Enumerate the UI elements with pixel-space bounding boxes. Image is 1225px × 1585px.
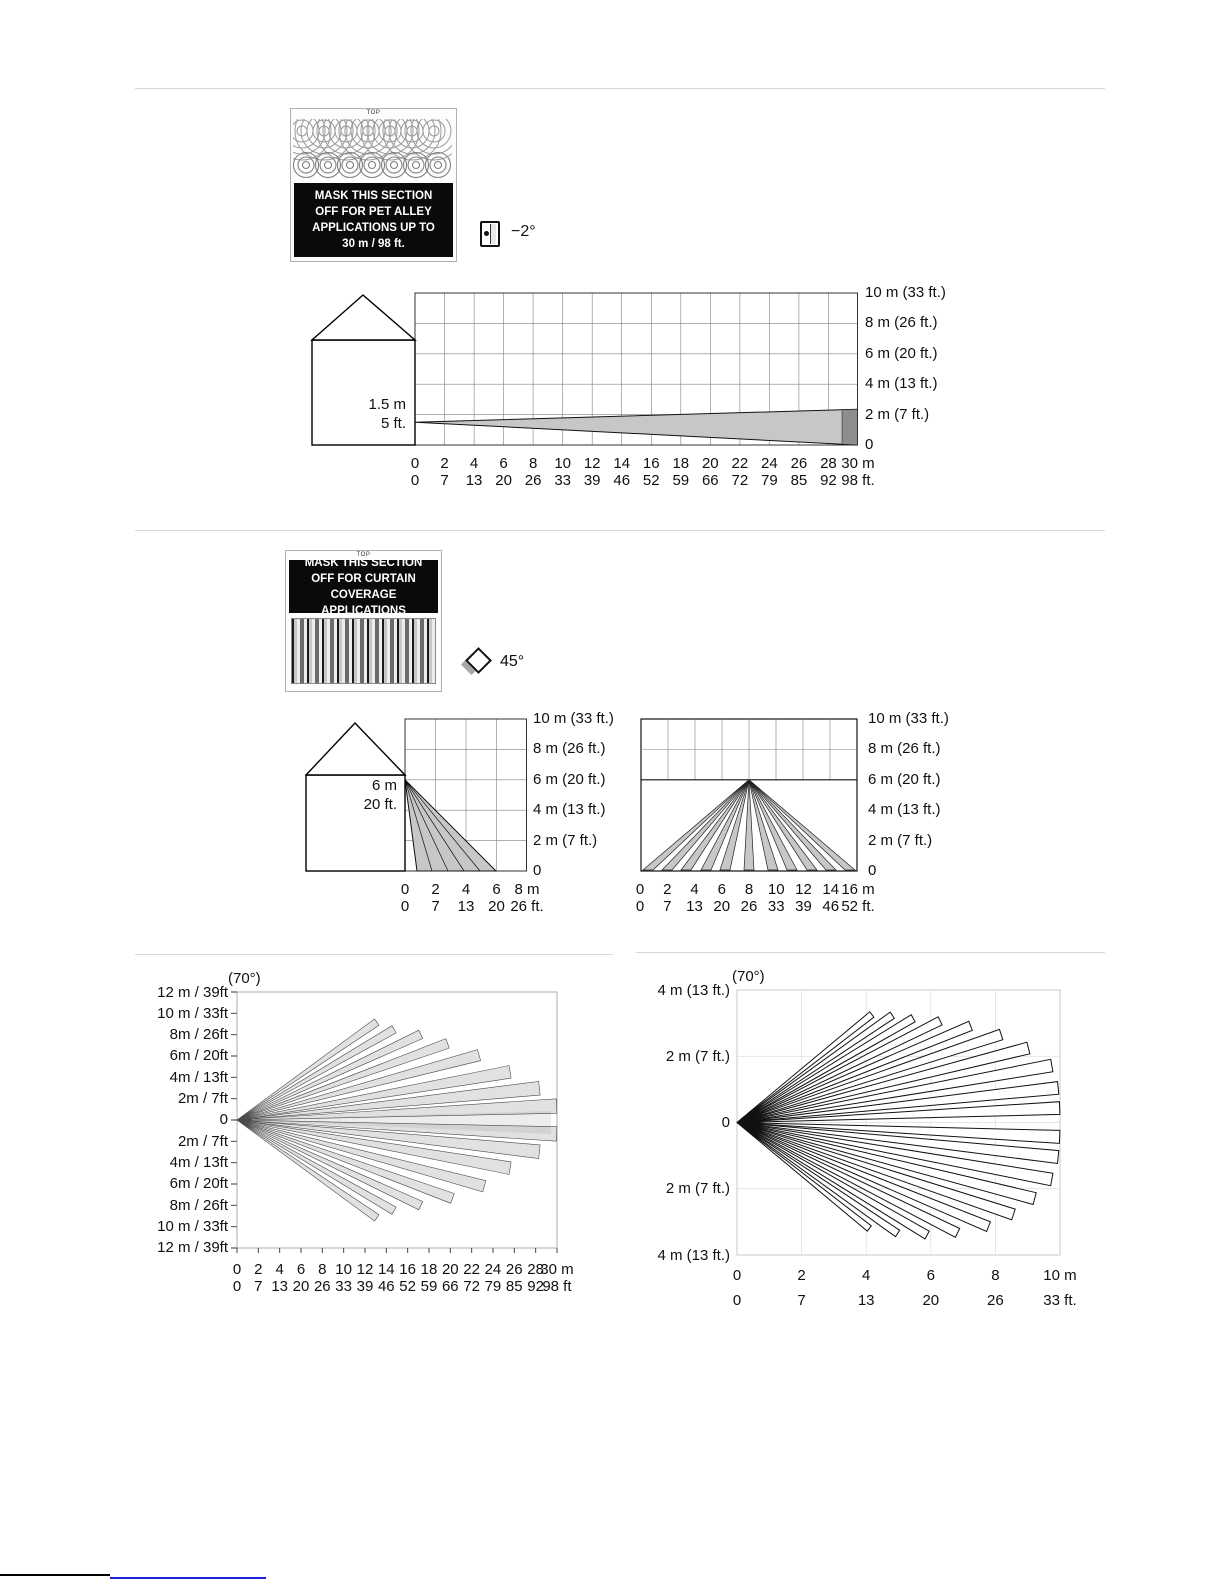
x-axis-meters: 0 2 4 6 8 m <box>400 881 540 898</box>
curtain-stripe-pattern <box>291 618 436 684</box>
wide-angle-side-view-diagram <box>640 960 1160 1325</box>
fan-angle-title: (70°) <box>732 968 765 985</box>
curtain-top-svg <box>640 718 858 874</box>
sensor-dot <box>484 231 489 236</box>
section-divider <box>135 88 1105 89</box>
y-axis-labels: 12 m / 39ft 10 m / 33ft 8m / 26ft 6m / 20ft 4m / 13ft 2m / 7ft 0 2m / 7ft 4m / 13ft 6m / 20ft 8m / 26ft 10 m / 33ft 12 m / 39ft <box>157 983 228 1257</box>
x-axis-meters: 0 2 4 6 8 10 12 14 16 18 20 22 24 26 28 30 m <box>410 455 875 472</box>
mount-height-m: 6 m <box>371 777 397 794</box>
curtain-beam <box>405 780 496 871</box>
x-axis-feet: 0 7 13 20 26 33 ft. <box>732 1292 1077 1309</box>
x-axis-feet: 0 7 13 20 26 33 39 46 52 ft. <box>635 898 875 915</box>
x-axis-feet: 0 7 13 20 26 33 39 46 52 59 66 72 79 85 92 98 ft. <box>410 472 875 489</box>
mask-line: 30 m / 98 ft. <box>342 238 405 250</box>
wide-angle-top-view-diagram <box>150 965 630 1310</box>
curtain-side-view-diagram <box>305 709 635 918</box>
page-footer-mark <box>0 1574 110 1576</box>
y-tick-marks <box>231 992 237 1248</box>
section-divider <box>135 954 613 955</box>
mount-height-label <box>335 776 397 814</box>
x-axis-meters: 0 2 4 6 8 10 12 14 16 18 20 22 24 26 28 30 m <box>232 1261 574 1278</box>
mask-box-pet-alley <box>290 108 457 262</box>
mask-line: OFF FOR CURTAIN <box>311 572 416 585</box>
lens-pattern <box>293 119 452 181</box>
y-axis-labels: 10 m (33 ft.) 8 m (26 ft.) 6 m (20 ft.) 4 m (13 ft.) 2 m (7 ft.) 0 <box>868 709 949 880</box>
mask-line: COVERAGE APPLICATIONS <box>321 588 406 617</box>
wall-sensor-tilt-icon <box>480 221 500 247</box>
mask-instruction-text <box>289 556 438 617</box>
mount-height-label <box>310 395 406 433</box>
mount-height-ft: 20 ft. <box>363 796 397 813</box>
footer-link-underline[interactable] <box>110 1577 266 1579</box>
top-marker-label: TOP <box>356 552 371 558</box>
x-tick-marks <box>237 1248 557 1253</box>
tilt-angle-label: −2° <box>511 223 536 240</box>
top-marker-label: TOP <box>366 110 381 116</box>
sensor-flap <box>490 224 496 244</box>
y-axis-labels: 4 m (13 ft.) 2 m (7 ft.) 0 2 m (7 ft.) 4 m (13 ft.) <box>657 981 730 1264</box>
mount-height-m: 1.5 m <box>368 396 406 413</box>
x-axis-meters: 0 2 4 6 8 10 12 14 16 m <box>635 881 875 898</box>
mount-height-ft: 5 ft. <box>380 415 406 432</box>
mask-line: APPLICATIONS UP TO <box>312 222 435 234</box>
section-divider <box>636 952 1105 953</box>
x-axis-feet: 0 7 13 20 26 33 39 46 52 59 66 72 79 85 92 98 ft <box>232 1278 572 1295</box>
x-axis-feet: 0 7 13 20 26 ft. <box>400 898 544 915</box>
mask-box-curtain <box>285 550 442 692</box>
mask-line: MASK THIS SECTION <box>314 190 433 202</box>
curtain-top-view-diagram <box>635 709 970 918</box>
pet-alley-coverage-diagram <box>310 283 1050 502</box>
mask-instruction-text <box>294 183 453 257</box>
x-axis-meters: 0 2 4 6 8 10 m <box>732 1267 1077 1284</box>
mask-line: MASK THIS SECTION <box>304 556 423 569</box>
fan-angle-title: (70°) <box>228 970 261 987</box>
y-axis-labels: 10 m (33 ft.) 8 m (26 ft.) 6 m (20 ft.) 4 m (13 ft.) 2 m (7 ft.) 0 <box>865 283 946 454</box>
y-axis-labels: 10 m (33 ft.) 8 m (26 ft.) 6 m (20 ft.) 4 m (13 ft.) 2 m (7 ft.) 0 <box>533 709 614 880</box>
section-divider <box>135 530 1105 531</box>
mask-line: OFF FOR PET ALLEY <box>315 206 432 218</box>
rotated-sensor-icon <box>462 648 492 678</box>
rotation-angle-label: 45° <box>500 653 525 670</box>
